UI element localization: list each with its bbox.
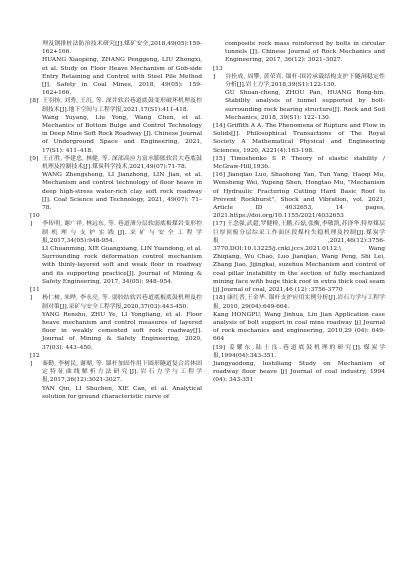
- reference-text: 理及钢排桩法防治技术研究[J].煤矿安全,2018,49(05):159-162+166.: [42, 41, 202, 56]
- reference-entry: [30, 171, 202, 212]
- reference-entry: [213, 122, 385, 155]
- reference-text: [18] 康红普,王金华. 锚杆支护应用实例分析[J].岩石力学与工程学报, 2010, 29(04):649-664.: [213, 295, 385, 310]
- reference-text: [19] 姜耀东,陆士良.巷道底鼓机理的研究[J].煤炭学报,1994(04):343-351.: [213, 344, 385, 359]
- reference-number: [10]: [30, 213, 40, 228]
- reference-text: 杨仁树, 朱晔, 李永亮, 等. 弱胶结软岩巷道底板底鼓机理及控制对策[J].采矿与安全工程学报,2020,37(03):443-450.: [42, 295, 202, 310]
- reference-number: [9]: [30, 155, 39, 162]
- reference-entry: [30, 286, 202, 311]
- reference-number: [13]: [213, 65, 223, 80]
- reference-entry: [30, 114, 202, 155]
- reference-text: YAN Qin, LI Shuchen, XIE Can, et al. Analytical solution for ground characteristic curve of: [42, 385, 202, 400]
- reference-entry: [213, 220, 385, 294]
- reference-entry: [30, 245, 202, 286]
- reference-text: 谷拴成, 周攀, 黄荣宾. 锚杆-围岩承载结构支护下隧洞稳定性分析[J].岩土力学,2018,39(S1):122-130.: [225, 73, 385, 89]
- reference-entry: [30, 311, 202, 352]
- reference-text: Kang HONGPU, Wang Jinhua, Lin Jian Application case analysis of bolt support in coal mine roadway [j] Journal of rock mechanics and engineering, 2010,29 (04): 649-664: [213, 311, 385, 343]
- reference-number: [12]: [30, 352, 40, 367]
- reference-column-left: [30, 40, 202, 401]
- reference-text: 秦勤, 李树民, 谢瑚, 等. 锚杆加固作用下圆形隧道复合岩体固定特征曲线解析方法研究[J].岩石力学与工程学报,2017,36(12):3021-3027.: [42, 360, 202, 384]
- reference-text: HUANG Xiaopeng, ZHANG Penggeng, LIU Zhongxi, et al. Study on Floor Heave Mechanism of Gob-side Entry Retaining and Control with Steel Pile Method [J]. Safety in Coal Mines, 2018, 49(05): 159-162+166.: [42, 57, 202, 97]
- reference-text: 王正胜, 李建忠, 林健, 等. 深部高应力富水膨胀软岩大巷底鼓机理及控制技术[J].煤炭科学技术,2021,49(07):71-78.: [42, 155, 202, 171]
- reference-entry: [30, 40, 202, 56]
- reference-entry: [30, 385, 202, 401]
- reference-entry: [213, 294, 385, 310]
- reference-text: Jiangyaodong, lushiliang Study on Mechanism of roadway floor heave [j] Journal of coal industry, 1994 (04): 343-351: [213, 360, 385, 384]
- reference-entry: [30, 155, 202, 171]
- reference-number: [8]: [30, 98, 39, 105]
- reference-entry: [213, 155, 385, 171]
- reference-text: Wang Yuyang, Liu Yong, Wang Chen, et al. Mechanics of Bottom Bulge and Control Technology in Deep Mine Soft Rock Roadway [J]. Chinese Journal of Underground Space and Engineering, 2021, 17(S1): 411–418.: [42, 114, 202, 154]
- reference-entry: [30, 56, 202, 97]
- reference-text: composite rock mass reinforced by bolts in circular tunnels [J]. Chinese Journal of Rock Mechanics and Engineering, 2017, 36(12): 3021–3027.: [225, 41, 385, 64]
- reference-entry: [30, 352, 202, 385]
- reference-entry: [30, 212, 202, 245]
- reference-entry: [213, 311, 385, 344]
- reference-entry: [213, 171, 385, 220]
- reference-entry: [213, 40, 385, 65]
- reference-text: WANG Zhengsheng, LI Jianzhong, LIN Jian, et al. Mechanism and control technology of floor heave in deep high-stress water-rich clay soft rock roadway [J]. Coal Science and Technology, 2021, 49(07): 71–78.: [42, 172, 202, 212]
- reference-entry: [213, 344, 385, 360]
- reference-text: LI Chuanming, XIE Guangxiang, LIN Yuandong, et al. Surrounding rock deformation control mechanism with thinly-layered soft and weak floor in roadway and its supporting practice[J]. Journal of Mining & Safety Engineering, 2017, 34(05): 948–954.: [42, 246, 202, 285]
- reference-text: 王羽扬, 刘秀, 王沉, 等. 深井软岩巷道底鼓变形破坏机理及控制技术[J].地下空间与工程学报,2021,17(S1):411-418.: [42, 98, 202, 113]
- reference-entry: [213, 360, 385, 385]
- reference-entry: [213, 89, 385, 122]
- reference-text: YANG Renshu, ZHU Ye, LI Yongliang, et al. Floor heave mechanism and control measures of layered floor in weakly cemented soft rock roadway[J]. Journal of Mining & Safety Engineering, 2020, 37(03): 443–450.: [42, 311, 202, 351]
- reference-entry: [213, 65, 385, 90]
- reference-entry: [30, 97, 202, 113]
- reference-text: [16] Jianqiao Luo, Shaohong Yan, Tun Yang, Haoqi Mu, Wensheng Wei, Yupeng Shen, Hongtao Mu, "Mechanism of Hydraulic Fracturing Cutting Hard Basic Roof to Prevent Rockburst", Shock and Vibration, vol. 2021, Article ID 4032653, 14 pages, 2021.https://doi.org/10.1155/2021/4032653: [213, 172, 385, 220]
- reference-text: [17] 王念强,武超,罗健桥,王鹏,石磊,张衡,李敬凯,苏泽华.特厚煤层巨厚顶板分层综采工作面区段煤柱失稳机理及控制[J].煤炭学报,2021,46(12):3756-3770.DOI:10.13225/j.cnki.jccs.2021.0112.\ Wang Zhiqiang, Wu Chao, Luo Jianqiao, Wang Peng, Shi Lei, Zhang Jiao, Jijingkai, suzehua Mechanism and control of coal pillar instability in the section of fully mechanized mining face with huge thick roof in extra thick coal seam [j] Journal of coal, 2021,46 (12) :3756-3770: [213, 221, 385, 294]
- reference-number: [11]: [30, 287, 40, 302]
- reference-text: GU Shuan-cheng, ZHOU Pan, HUANG Rong-bin. Stability analysis of tunnel supported by bolt-surrounding rock bearing structure[J]. Rock and Soil Mechanics, 2018, 39(S1): 122–130.: [225, 90, 385, 121]
- reference-text: [15] Timoshenko S P. Theory of elastic stability / McGraw-Hill,1936.: [213, 155, 385, 171]
- reference-text: [14] Griffith A A. The Phenomena of Rupture and Flow in Solids[J]. Philosophical Transactions of The Royal Society A Mathematical Physical and Engineering Sciences, 1920, A221(4):163-198.: [213, 123, 385, 154]
- reference-text: 李传明, 谢广祥, 林远东, 等. 巷道薄分层软弱底板煤岩变形控制机理与支护实践[J].采矿与安全工程学报,2017,34(05):948-954.: [42, 221, 202, 244]
- reference-column-right: [213, 40, 385, 385]
